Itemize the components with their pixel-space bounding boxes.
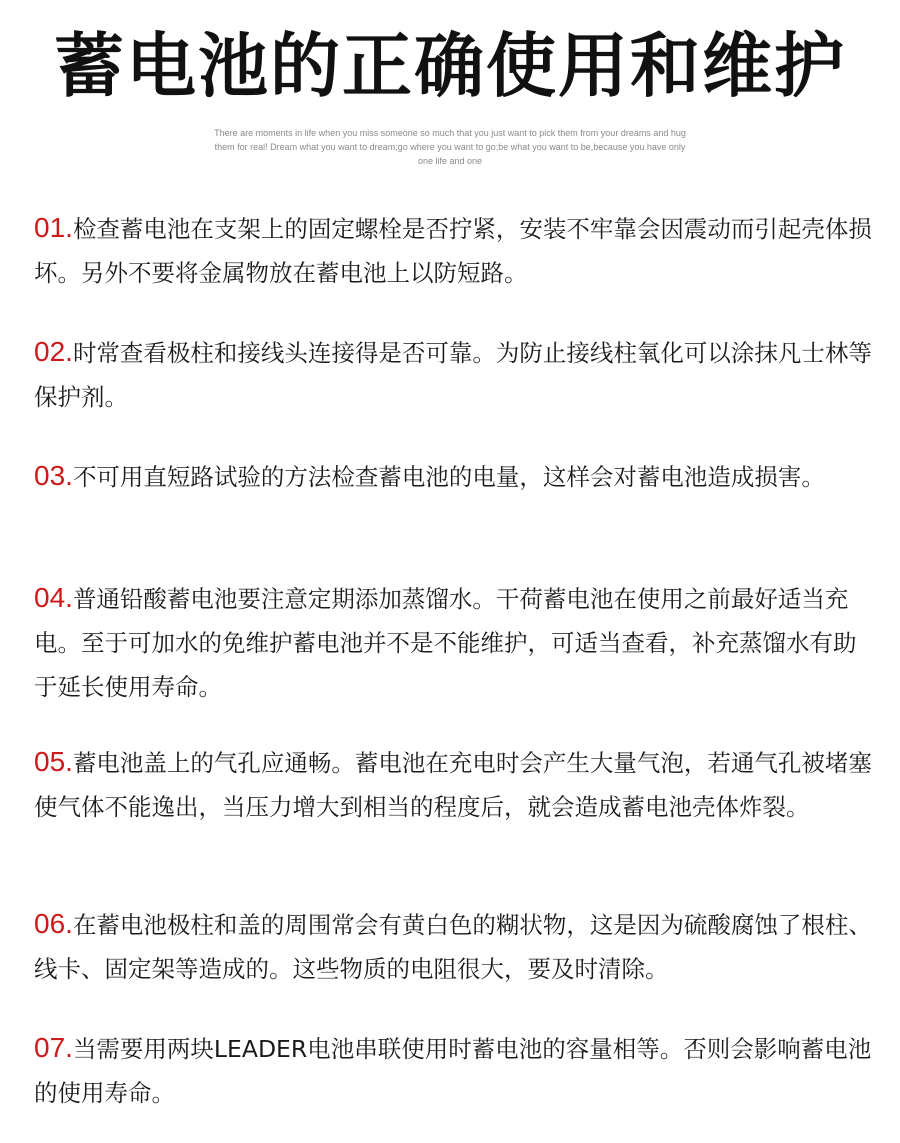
item-text: 当需要用两块LEADER电池串联使用时蓄电池的容量相等。否则会影响蓄电池的使用寿命。 — [34, 1035, 872, 1107]
item-text: 普通铅酸蓄电池要注意定期添加蒸馏水。干荷蓄电池在使用之前最好适当充电。至于可加水的免维护蓄电池并不是不能维护，可适当查看，补充蒸馏水有助于延长使用寿命。 — [34, 585, 857, 701]
page-title: 蓄电池的正确使用和维护 — [54, 25, 846, 107]
list-item-03 — [34, 454, 874, 499]
item-number-dot: . — [65, 746, 73, 777]
list-item-02 — [34, 330, 874, 419]
item-number-dot: . — [65, 1032, 73, 1063]
item-number: 07 — [34, 1032, 66, 1063]
item-number: 03 — [34, 460, 66, 491]
item-number: 04 — [34, 582, 66, 613]
item-text: 时常查看极柱和接线头连接得是否可靠。为防止接线柱氧化可以涂抹凡士林等保护剂。 — [34, 339, 872, 411]
item-text: 检查蓄电池在支架上的固定螺栓是否拧紧，安装不牢靠会因震动而引起壳体损坏。另外不要将金属物放在蓄电池上以防短路。 — [34, 215, 872, 287]
tagline-text: There are moments in life when you miss someone so much that you just want to pick them from your dreams and hug them for real! Dream what you want to dream;go where you want to go;be what you want to be,because you have only one life and one — [214, 128, 686, 166]
list-item-01 — [34, 206, 874, 295]
item-number: 06 — [34, 908, 66, 939]
list-item-04 — [34, 576, 874, 709]
item-number-dot: . — [65, 212, 73, 243]
list-item-07 — [34, 1026, 874, 1115]
item-text: 不可用直短路试验的方法检查蓄电池的电量，这样会对蓄电池造成损害。 — [72, 463, 825, 491]
item-number-dot: . — [65, 908, 73, 939]
item-number: 01 — [34, 212, 66, 243]
item-text: 在蓄电池极柱和盖的周围常会有黄白色的糊状物，这是因为硫酸腐蚀了根柱、线卡、固定架等造成的。这些物质的电阻很大，要及时清除。 — [34, 911, 872, 983]
item-number: 05 — [34, 746, 66, 777]
item-text: 蓄电池盖上的气孔应通畅。蓄电池在充电时会产生大量气泡，若通气孔被堵塞使气体不能逸出，当压力增大到相当的程度后，就会造成蓄电池壳体炸裂。 — [34, 749, 872, 821]
item-number-dot: . — [65, 460, 73, 491]
item-number-dot: . — [65, 582, 73, 613]
list-item-06 — [34, 902, 874, 991]
item-number-dot: . — [65, 336, 73, 367]
item-number: 02 — [34, 336, 66, 367]
list-item-05 — [34, 740, 874, 829]
